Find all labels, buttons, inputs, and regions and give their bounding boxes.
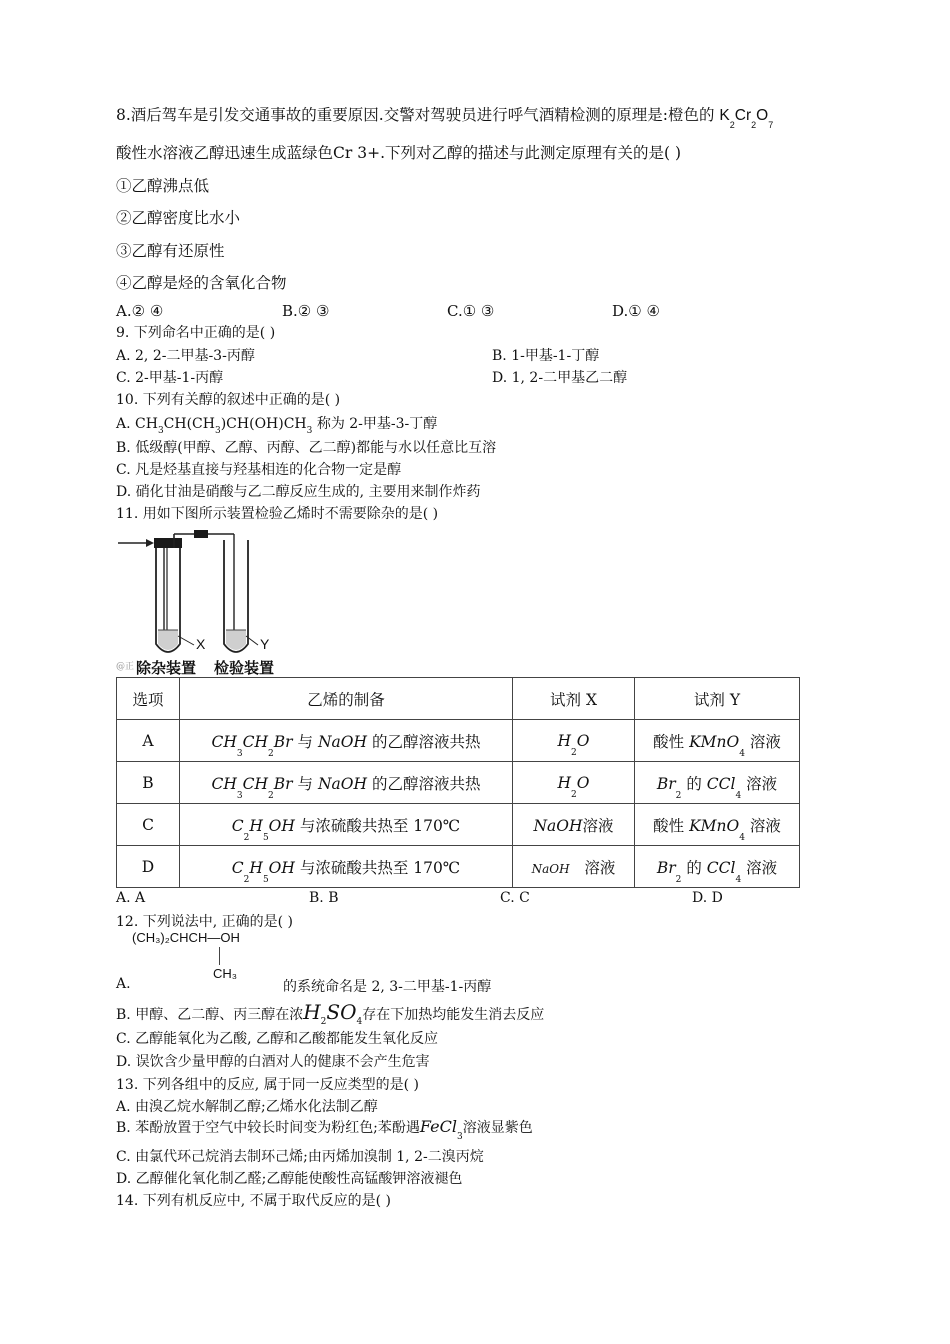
q10-option-a: A. $CH_3CH(CH_3)CH(OH)CH_3$ 称为 2-甲基-3-丁醇	[116, 416, 438, 436]
q13-option-c: C. 由氯代环己烷消去制环己烯;由丙烯加溴制 1, 2-二溴丙烷	[116, 1149, 484, 1165]
label-y: Y	[260, 636, 270, 652]
q12-option-c: C. 乙醇能氧化为乙酸, 乙醇和乙酸都能发生氧化反应	[116, 1031, 439, 1047]
q12-stem: 12. 下列说法中, 正确的是( )	[116, 914, 293, 930]
q12-option-a-text: 的系统命名是 2, 3-二甲基-1-丙醇	[283, 979, 492, 995]
q10-option-c: C. 凡是烃基直接与羟基相连的化合物一定是醇	[116, 462, 402, 478]
q10-option-b: B. 低级醇(甲醇、乙醇、丙醇、乙二醇)都能与水以任意比互溶	[116, 440, 497, 456]
cell-y: 酸性 KMnO$_4$ 溶液	[635, 720, 800, 762]
q8-item-1: ①乙醇沸点低	[116, 177, 210, 195]
q11-option-a: A. A	[116, 890, 146, 906]
q12-option-a-label: A.	[116, 976, 131, 992]
cell-prep: $CH_3CH_2Br$ 与 NaOH 的乙醇溶液共热	[180, 720, 513, 762]
q13-option-a: A. 由溴乙烷水解制乙醇;乙烯水化法制乙醇	[116, 1099, 378, 1115]
q9-option-b: B. 1-甲基-1-丁醇	[492, 348, 600, 364]
cell-y: 酸性 KMnO$_4$ 溶液	[635, 804, 800, 846]
q12-structure-bond	[219, 947, 220, 965]
q9-option-c: C. 2-甲基-1-丙醇	[116, 370, 224, 386]
header-option: 选项	[117, 678, 180, 720]
header-y: 试剂 Y	[635, 678, 800, 720]
q8-option-d: D.① ④	[612, 302, 660, 320]
q13-option-d: D. 乙醇催化氧化制乙醛;乙醇能使酸性高锰酸钾溶液褪色	[116, 1171, 463, 1187]
q12-option-b: B. 甲醇、乙二醇、丙三醇在浓$H_2SO_4$存在下加热均能发生消去反应	[116, 1000, 545, 1027]
q9-stem: 9. 下列命名中正确的是( )	[116, 325, 276, 341]
q9-option-a: A. 2, 2-二甲基-3-丙醇	[116, 348, 255, 364]
cell-y: $Br_2$ 的 CCl$_4$ 溶液	[635, 762, 800, 804]
stopper-1	[154, 538, 182, 548]
header-x: 试剂 X	[513, 678, 635, 720]
cell-prep: $C_2H_5OH$ 与浓硫酸共热至 170℃	[180, 846, 513, 888]
connector	[194, 530, 208, 538]
cell-x: NaOH 溶液	[513, 846, 635, 888]
q8-option-b: B.② ③	[282, 302, 330, 320]
q11-stem: 11. 用如下图所示装置检验乙烯时不需要除杂的是( )	[116, 506, 439, 522]
apparatus-figure	[116, 526, 286, 676]
cell-x: $H_2O$	[513, 720, 635, 762]
table-row	[117, 804, 800, 846]
q8-line1-text: 8.酒后驾车是引发交通事故的重要原因.交警对驾驶员进行呼气酒精检测的原理是:橙色的	[116, 106, 715, 124]
watermark: @正	[116, 662, 135, 672]
label-x: X	[196, 636, 206, 652]
q8-item-3: ③乙醇有还原性	[116, 242, 225, 260]
q12-option-d: D. 误饮含少量甲醇的白酒对人的健康不会产生危害	[116, 1054, 430, 1070]
table-row	[117, 720, 800, 762]
caption-right: 检验装置	[214, 660, 275, 677]
q8-option-a: A.② ④	[116, 302, 164, 320]
cell-y: $Br_2$ 的 CCl$_4$ 溶液	[635, 846, 800, 888]
q12-structure-bottom: CH₃	[213, 966, 238, 981]
cell-prep: $C_2H_5OH$ 与浓硫酸共热至 170℃	[180, 804, 513, 846]
q11-option-b: B. B	[309, 890, 339, 906]
table-header-row	[117, 678, 800, 720]
q10-option-d: D. 硝化甘油是硝酸与乙二醇反应生成的, 主要用来制作炸药	[116, 484, 481, 500]
cell-x: NaOH溶液	[513, 804, 635, 846]
cell-option: B	[117, 762, 180, 804]
q11-option-d: D. D	[692, 890, 723, 906]
cell-x: $H_2O$	[513, 762, 635, 804]
q8-line2: 酸性水溶液乙醇迅速生成蓝绿色Cr 3+.下列对乙醇的描述与此测定原理有关的是( )	[116, 144, 682, 162]
q13-option-b: B. 苯酚放置于空气中较长时间变为粉红色;苯酚遇FeCl$_3$溶液显紫色	[116, 1117, 533, 1142]
q8-line1	[116, 103, 774, 130]
reagent-table	[116, 677, 800, 888]
cell-prep: $CH_3CH_2Br$ 与 NaOH 的乙醇溶液共热	[180, 762, 513, 804]
q8-option-c: C.① ③	[447, 302, 495, 320]
q10-stem: 10. 下列有关醇的叙述中正确的是( )	[116, 392, 341, 408]
table-row	[117, 762, 800, 804]
q13-stem: 13. 下列各组中的反应, 属于同一反应类型的是( )	[116, 1077, 419, 1093]
q8-item-2: ②乙醇密度比水小	[116, 209, 241, 227]
header-prep: 乙烯的制备	[180, 678, 513, 720]
q14-stem: 14. 下列有机反应中, 不属于取代反应的是( )	[116, 1193, 391, 1209]
cell-option: A	[117, 720, 180, 762]
caption-left: 除杂装置	[136, 660, 197, 677]
apparatus-diagram	[116, 526, 286, 676]
q8-ion: Cr 3+	[333, 144, 381, 162]
q12-structure-top: (CH₃)₂CHCH—OH	[132, 930, 240, 945]
q11-option-c: C. C	[500, 890, 530, 906]
q8-item-4: ④乙醇是烃的含氧化合物	[116, 274, 287, 292]
table-row	[117, 846, 800, 888]
q9-option-d: D. 1, 2-二甲基乙二醇	[492, 370, 628, 386]
cell-option: C	[117, 804, 180, 846]
q8-formula: $K_2Cr_2O_7$	[719, 107, 774, 130]
cell-option: D	[117, 846, 180, 888]
